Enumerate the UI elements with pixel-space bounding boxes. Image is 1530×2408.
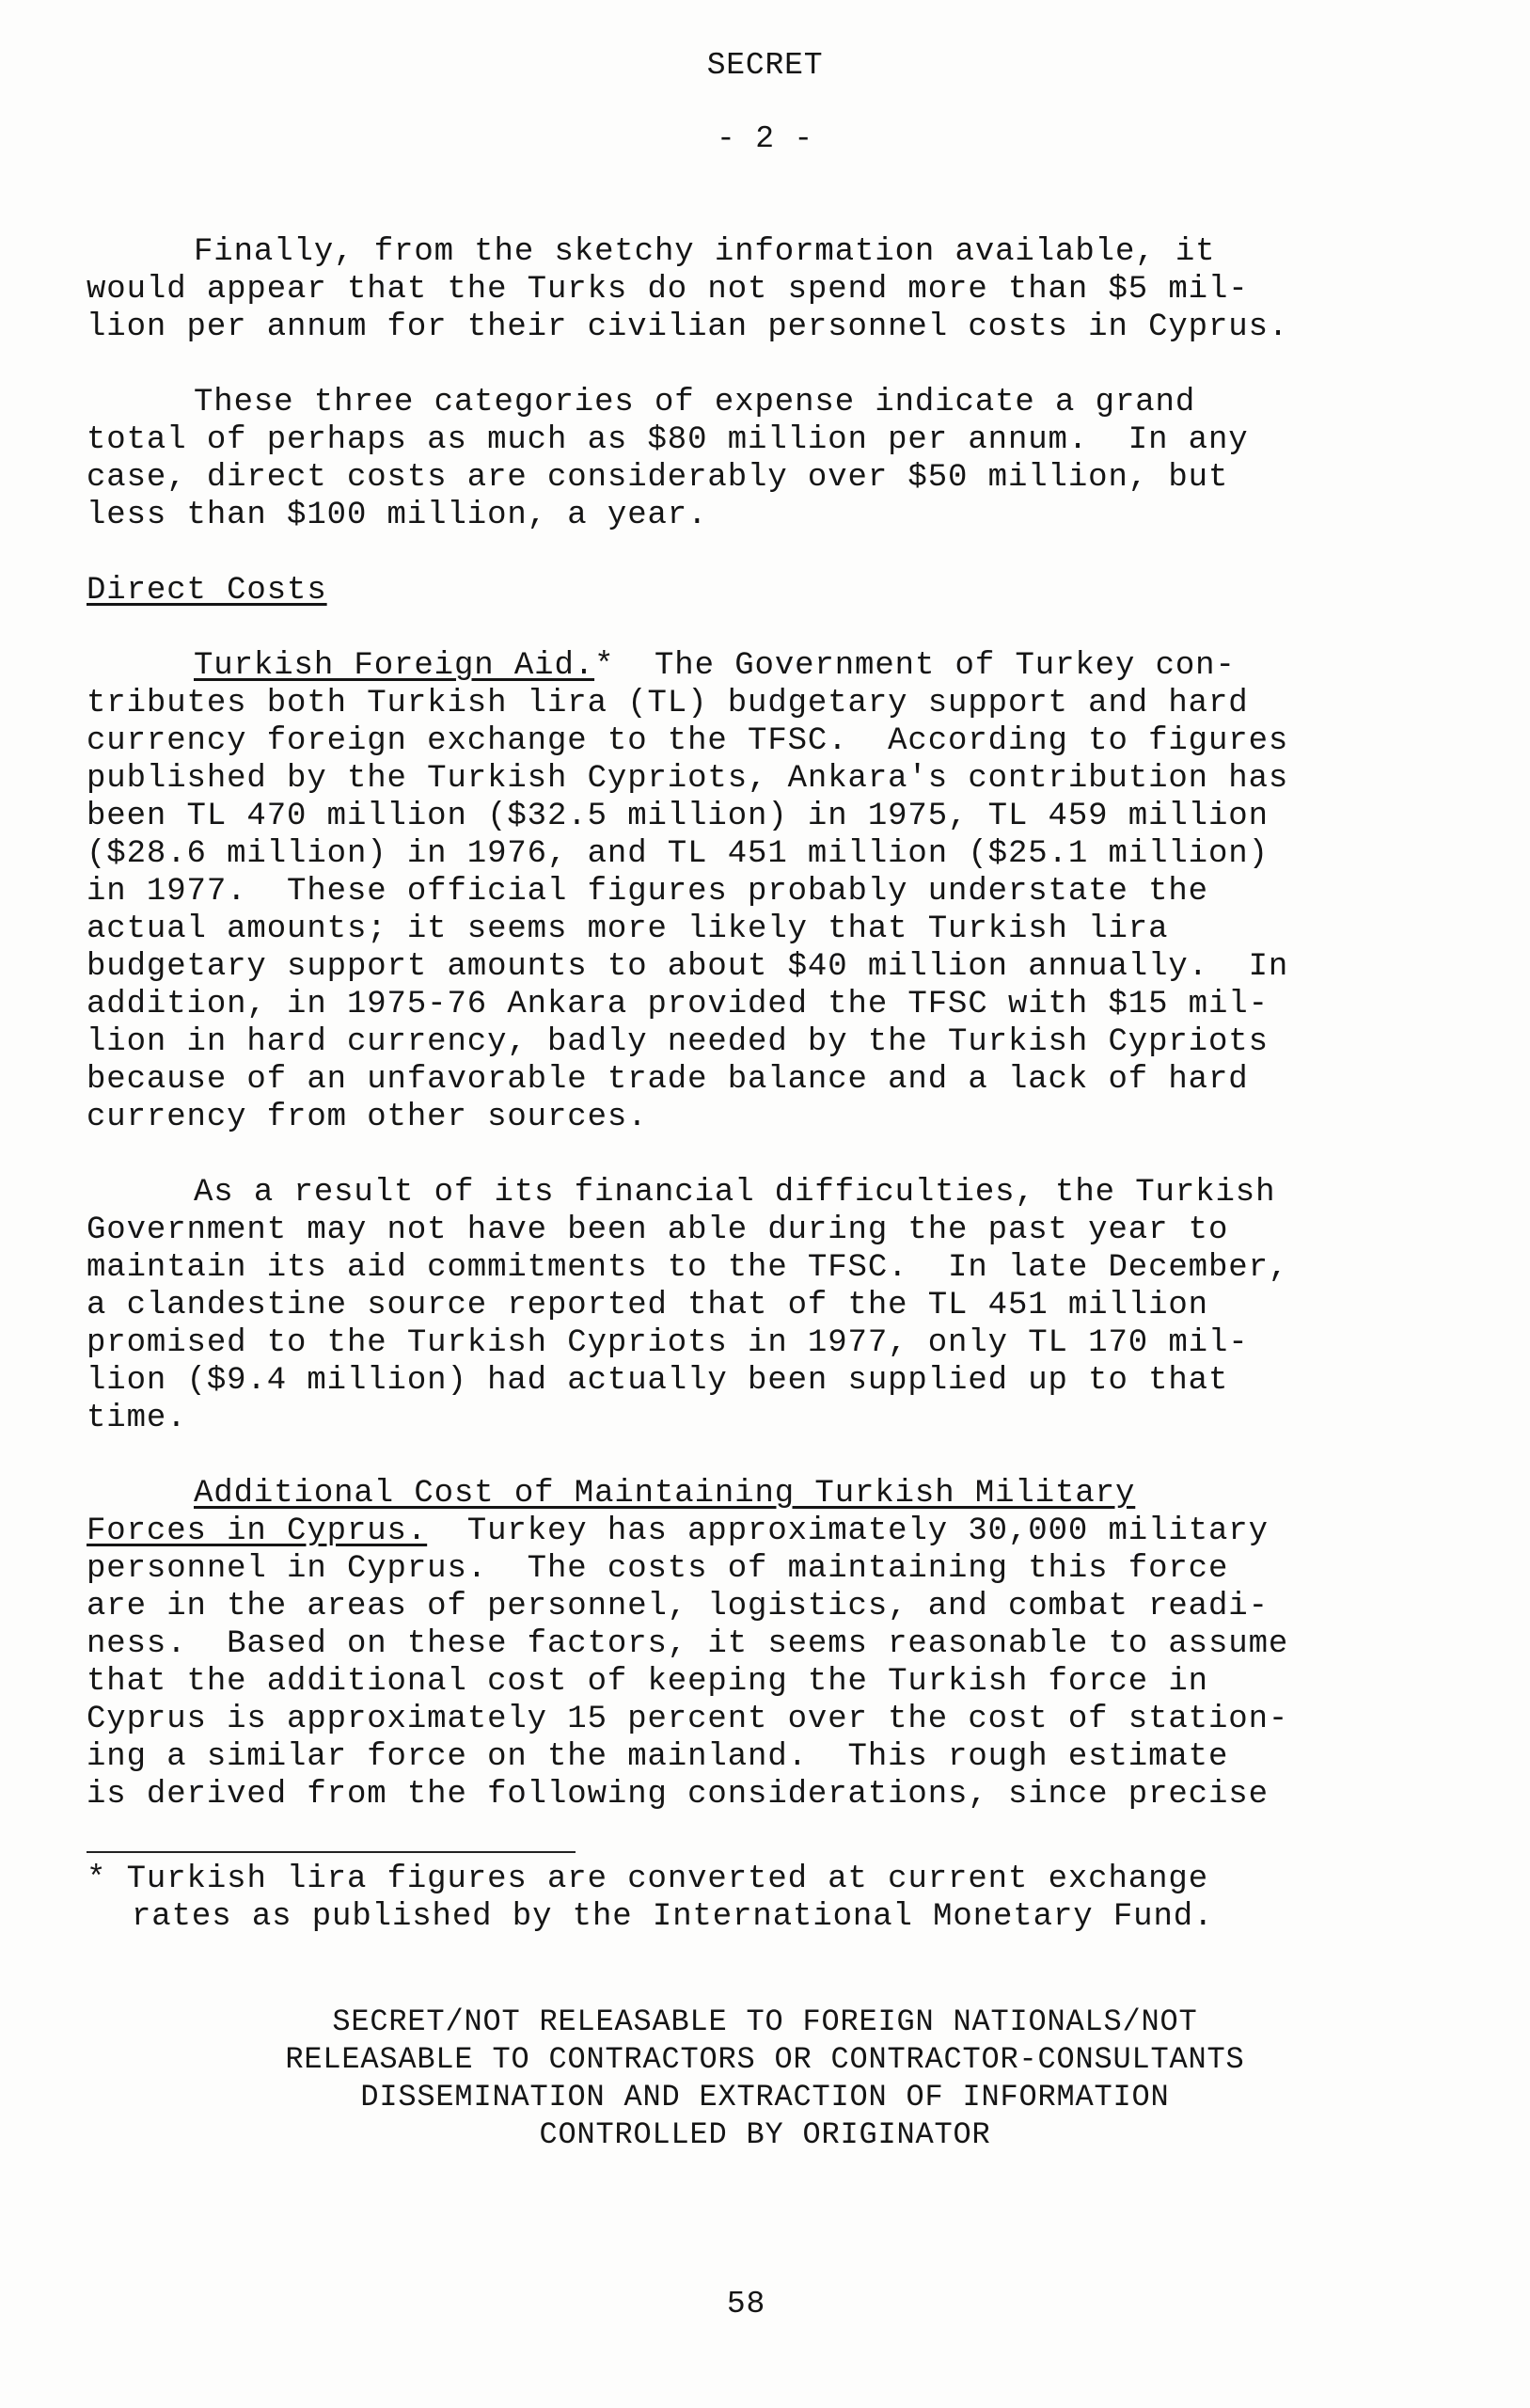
- paragraph-3-line-10: addition, in 1975-76 Ankara provided the TFSC with $15 mil-: [87, 987, 1269, 1022]
- footnote-text-1: Turkish lira figures are converted at current exchange: [126, 1861, 1209, 1897]
- turkish-foreign-aid-lead: Turkish Foreign Aid.: [194, 648, 595, 684]
- paragraph-4-line-3: maintain its aid commitments to the TFSC. In late December,: [87, 1250, 1289, 1286]
- paragraph-3-line-12: because of an unfavorable trade balance and a lack of hard: [87, 1062, 1249, 1098]
- paragraph-2-line-1: These three categories of expense indicate a grand: [194, 385, 1196, 420]
- paragraph-2-line-2: total of perhaps as much as $80 million per annum. In any: [87, 422, 1249, 458]
- paragraph-3-line-1-rest: The Government of Turkey con-: [614, 648, 1236, 684]
- additional-cost-lead-line-2: Forces in Cyprus.: [87, 1513, 428, 1549]
- paragraph-5-line-3: personnel in Cyprus. The costs of maintaining this force: [87, 1551, 1229, 1587]
- dissemination-line-2: RELEASABLE TO CONTRACTORS OR CONTRACTOR-CONSULTANTS: [285, 2042, 1245, 2077]
- paragraph-3-line-7: in 1977. These official figures probably understate the: [87, 874, 1208, 910]
- paragraph-4-line-5: promised to the Turkish Cypriots in 1977, only TL 170 mil-: [87, 1325, 1249, 1361]
- paragraph-5-line-8: ing a similar force on the mainland. This rough estimate: [87, 1739, 1229, 1775]
- paragraph-3-line-2: tributes both Turkish lira (TL) budgetary support and hard: [87, 686, 1249, 721]
- paragraph-1-line-2: would appear that the Turks do not spend more than $5 mil-: [87, 272, 1249, 308]
- paragraph-2-line-3: case, direct costs are considerably over $50 million, but: [87, 460, 1229, 496]
- paragraph-3-line-5: been TL 470 million ($32.5 million) in 1975, TL 459 million: [87, 799, 1269, 834]
- paragraph-5-line-9: is derived from the following considerations, since precise: [87, 1777, 1269, 1813]
- paragraph-4-line-4: a clandestine source reported that of the TL 451 million: [87, 1288, 1208, 1323]
- paragraph-4-line-1: As a result of its financial difficulties, the Turkish: [194, 1175, 1276, 1211]
- page-marker: - 2 -: [716, 121, 814, 156]
- additional-cost-lead-line-1: Additional Cost of Maintaining Turkish Military: [194, 1476, 1136, 1512]
- paragraph-5-line-5: ness. Based on these factors, it seems reasonable to assume: [87, 1626, 1289, 1662]
- paragraph-1-line-1: Finally, from the sketchy information available, it: [194, 234, 1216, 270]
- footnote-reference: *: [594, 648, 615, 684]
- paragraph-4-line-2: Government may not have been able during the past year to: [87, 1212, 1229, 1248]
- footnote-divider: [87, 1851, 576, 1853]
- paragraph-5-line-6: that the additional cost of keeping the Turkish force in: [87, 1664, 1208, 1700]
- paragraph-3-line-11: lion in hard currency, badly needed by the Turkish Cypriots: [87, 1024, 1269, 1060]
- paragraph-4-line-6: lion ($9.4 million) had actually been supplied up to that: [87, 1363, 1229, 1399]
- footnote-line-1: [87, 1861, 1208, 1898]
- paragraph-5-line-2: [87, 1513, 1269, 1550]
- footnote-line-2: rates as published by the International Monetary Fund.: [132, 1899, 1214, 1935]
- paragraph-5-line-2-rest: Turkey has approximately 30,000 military: [427, 1513, 1269, 1549]
- paragraph-5-line-4: are in the areas of personnel, logistics, and combat readi-: [87, 1589, 1269, 1624]
- paragraph-4-line-7: time.: [87, 1401, 187, 1436]
- paragraph-3-line-6: ($28.6 million) in 1976, and TL 451 million ($25.1 million): [87, 836, 1269, 872]
- classification-header: SECRET: [706, 48, 824, 83]
- paragraph-3-line-13: currency from other sources.: [87, 1100, 648, 1135]
- paragraph-5-line-7: Cyprus is approximately 15 percent over the cost of station-: [87, 1702, 1289, 1737]
- paragraph-3-line-8: actual amounts; it seems more likely that Turkish lira: [87, 911, 1169, 947]
- dissemination-line-1: SECRET/NOT RELEASABLE TO FOREIGN NATIONALS/NOT: [332, 2004, 1198, 2039]
- paragraph-3-line-9: budgetary support amounts to about $40 million annually. In: [87, 949, 1289, 985]
- paragraph-3-line-1: [194, 647, 1236, 685]
- dissemination-line-3: DISSEMINATION AND EXTRACTION OF INFORMATION: [360, 2080, 1170, 2115]
- paragraph-3-line-4: published by the Turkish Cypriots, Ankara's contribution has: [87, 761, 1289, 797]
- dissemination-line-4: CONTROLLED BY ORIGINATOR: [539, 2117, 991, 2152]
- page-number: 58: [726, 2287, 766, 2321]
- footnote-marker: *: [87, 1861, 107, 1897]
- paragraph-1-line-3: lion per annum for their civilian personnel costs in Cyprus.: [87, 309, 1289, 345]
- paragraph-3-line-3: currency foreign exchange to the TFSC. According to figures: [87, 723, 1289, 759]
- direct-costs-heading: Direct Costs: [87, 573, 327, 609]
- paragraph-2-line-4: less than $100 million, a year.: [87, 498, 708, 533]
